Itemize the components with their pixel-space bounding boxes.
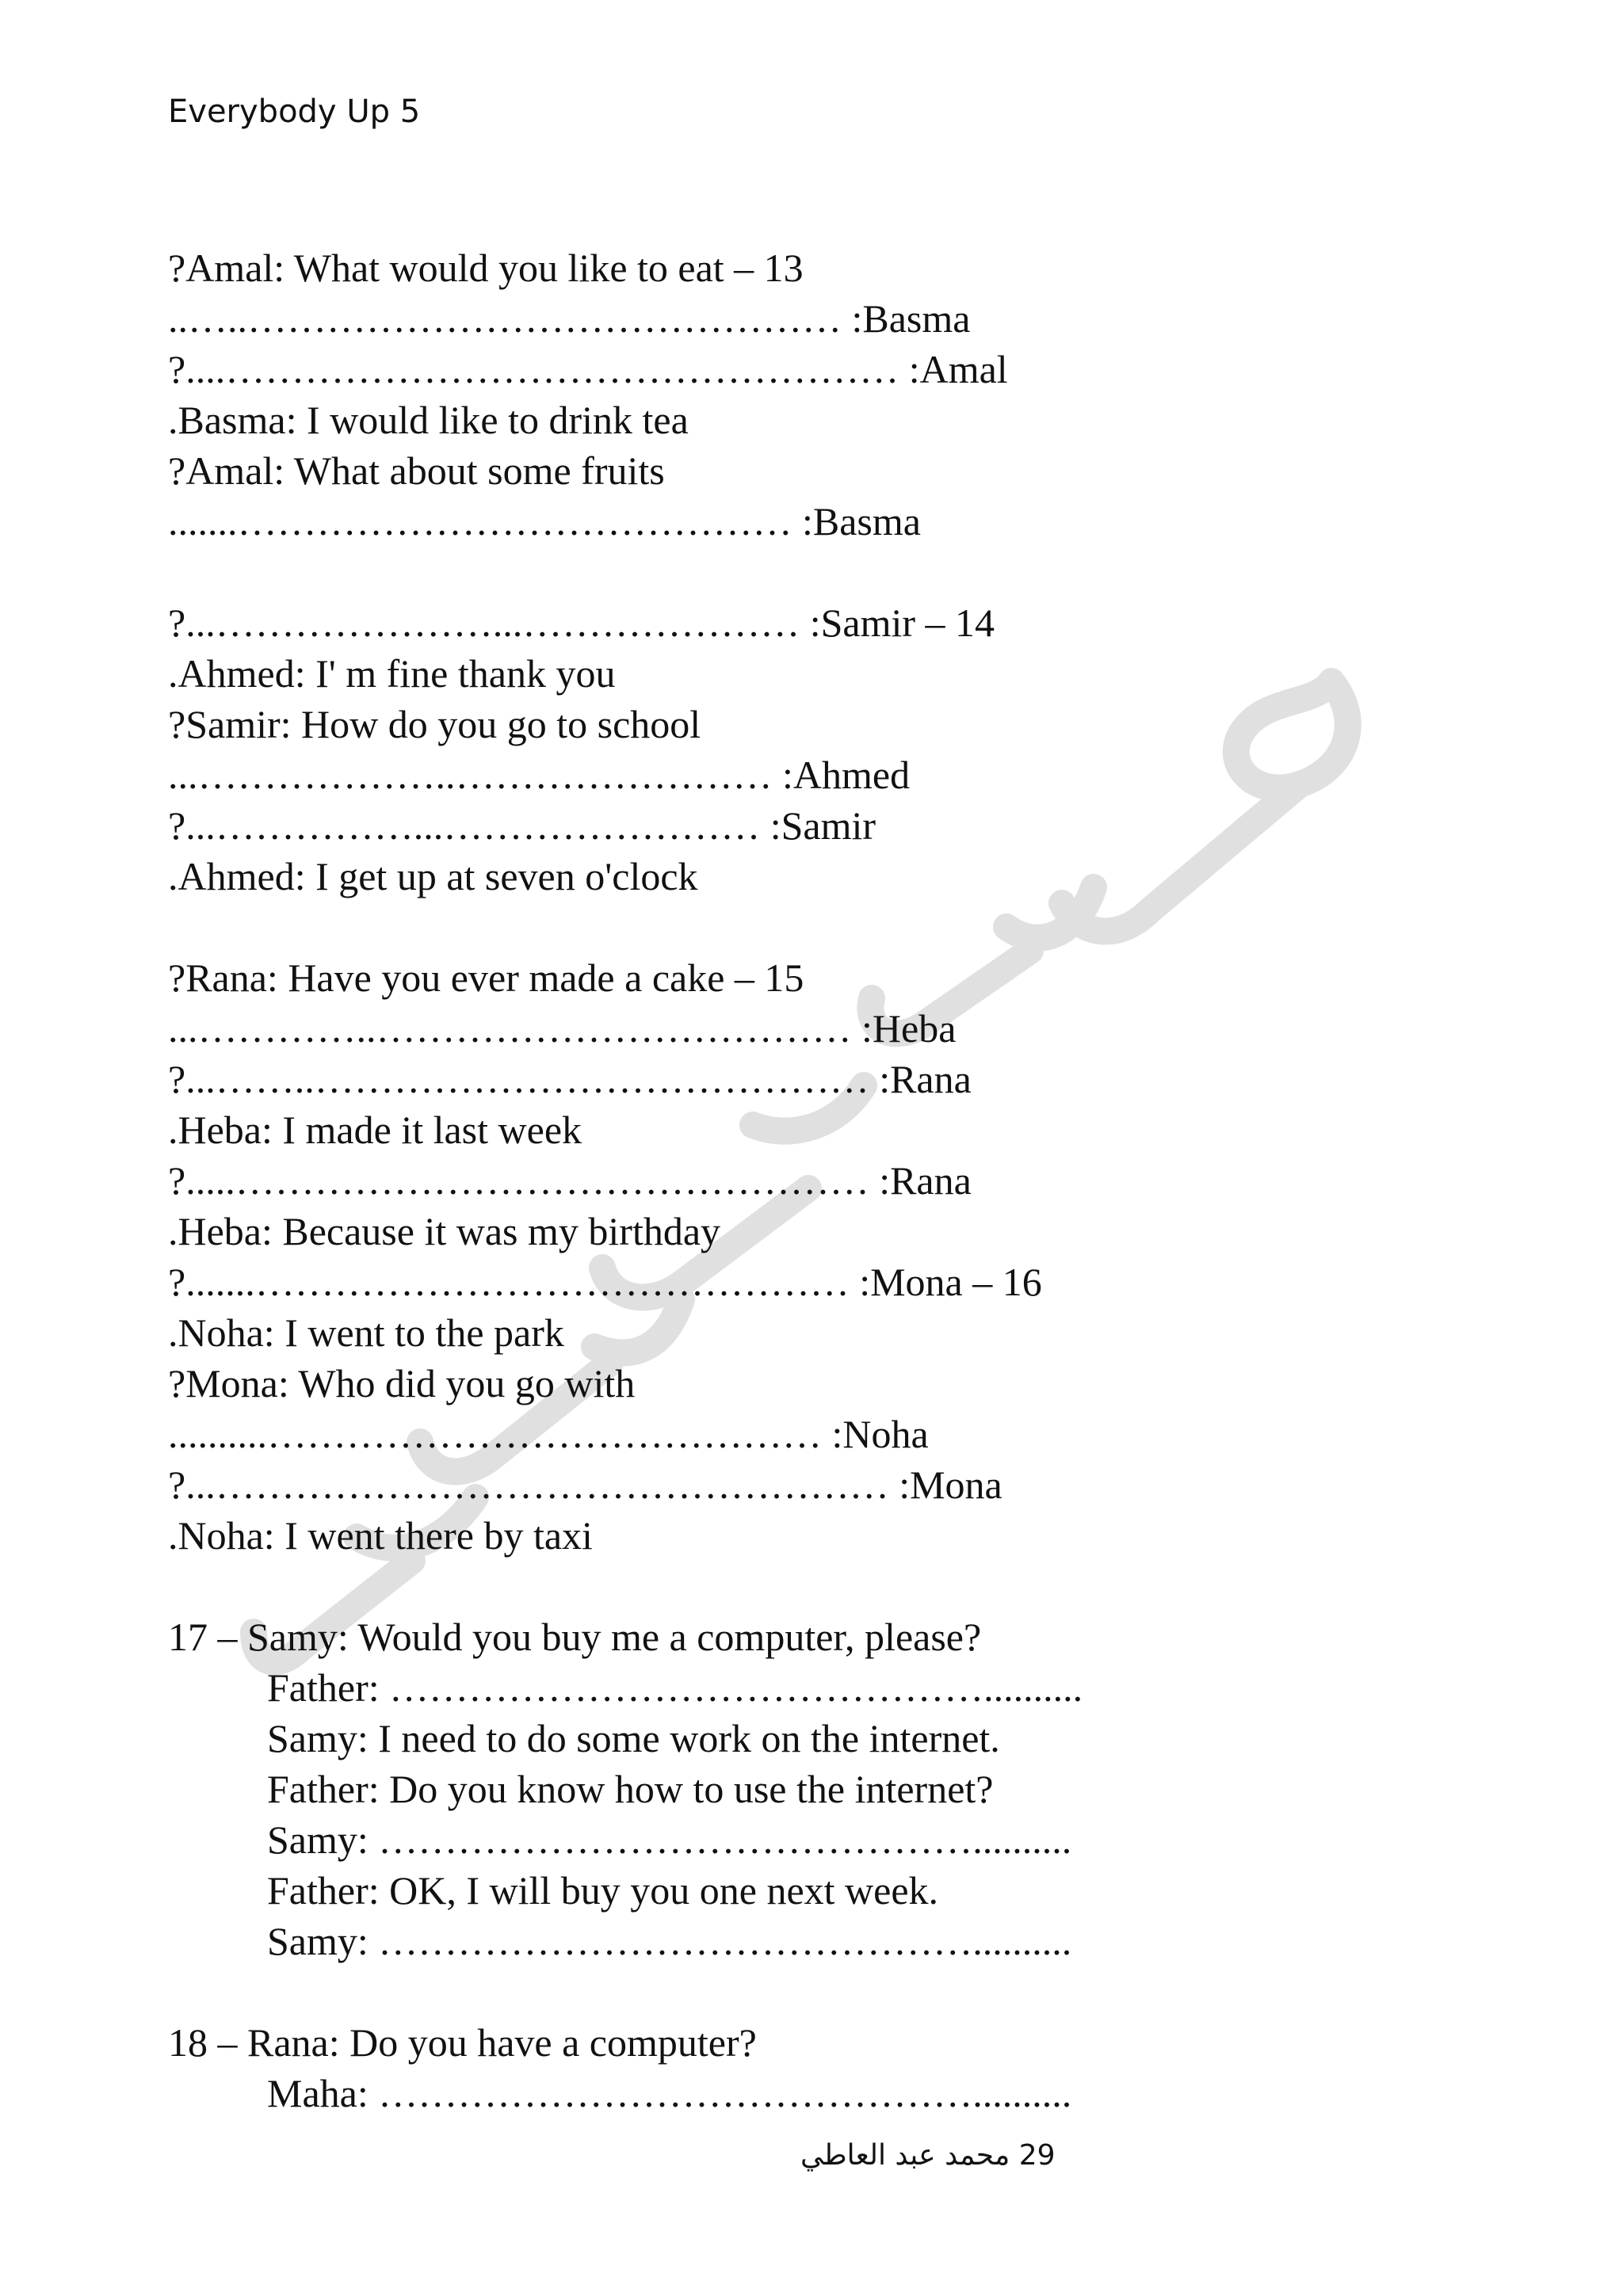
- dialogue-line: .Noha: I went there by taxi: [168, 1513, 593, 1558]
- page-footer: 29 محمد عبد العاطي: [800, 2139, 1056, 2172]
- dialogue-line: Samy: I need to do some work on the internet.: [267, 1716, 1000, 1760]
- dialogue-line: .Heba: I made it last week: [168, 1108, 582, 1152]
- dialogue-line: ?....…………………………………………… :Amal: [168, 347, 1008, 391]
- dialogue-line: .Heba: Because it was my birthday: [168, 1209, 721, 1253]
- dialogue-line: ?Samir: How do you go to school: [168, 702, 701, 746]
- dialogue-line: ?Amal: What would you like to eat – 13: [168, 246, 804, 290]
- dialogue-line: ?Mona: Who did you go with: [168, 1361, 636, 1405]
- dialogue-line: Maha: ………………………………………..........: [267, 2071, 1072, 2115]
- dialogue-line: Father: ………………………………………..........: [267, 1665, 1083, 1710]
- dialogue-line: ...………………..…………………… :Ahmed: [168, 753, 911, 797]
- dialogue-line: ?...……………...…………………… :Samir: [168, 803, 876, 848]
- dialogue-line: 17 – Samy: Would you buy me a computer, please?: [168, 1615, 982, 1659]
- dialogue-line: .......…………………………………… :Basma: [168, 499, 921, 543]
- dialogue-line: .Ahmed: I' m fine thank you: [168, 651, 616, 696]
- dialogue-line: .Basma: I would like to drink tea: [168, 398, 689, 442]
- dialogue-line: Samy: ………………………………………..........: [267, 1817, 1072, 1862]
- dialogue-line: ..…..……………………………………… :Basma: [168, 296, 971, 341]
- page-header: Everybody Up 5: [168, 93, 421, 130]
- dialogue-line: Father: OK, I will buy you one next week.: [267, 1868, 939, 1913]
- dialogue-line: ?Amal: What about some fruits: [168, 448, 665, 493]
- dialogue-line: ...…………..……………………………… :Heba: [168, 1006, 957, 1051]
- dialogue-line: ?.......……………………………………… :Mona – 16: [168, 1260, 1042, 1304]
- dialogue-line: 18 – Rana: Do you have a computer?: [168, 2020, 757, 2065]
- dialogue-line: Father: Do you know how to use the internet?: [267, 1767, 994, 1811]
- dialogue-line: ?...…………………...………………… :Samir – 14: [168, 601, 995, 645]
- dialogue-line: ?Rana: Have you ever made a cake – 15: [168, 955, 804, 1000]
- dialogue-line: Samy: ………………………………………..........: [267, 1919, 1072, 1963]
- dialogue-line: ?...…………………………………………… :Mona: [168, 1463, 1002, 1507]
- dialogue-line: .Noha: I went to the park: [168, 1310, 564, 1355]
- dialogue-line: .Ahmed: I get up at seven o'clock: [168, 854, 698, 898]
- dialogue-line: ?.....………………………………………… :Rana: [168, 1158, 972, 1203]
- dialogue-line: ..........…………………………………… :Noha: [168, 1412, 929, 1456]
- dialogue-line: ?...……..…………………………………… :Rana: [168, 1057, 972, 1101]
